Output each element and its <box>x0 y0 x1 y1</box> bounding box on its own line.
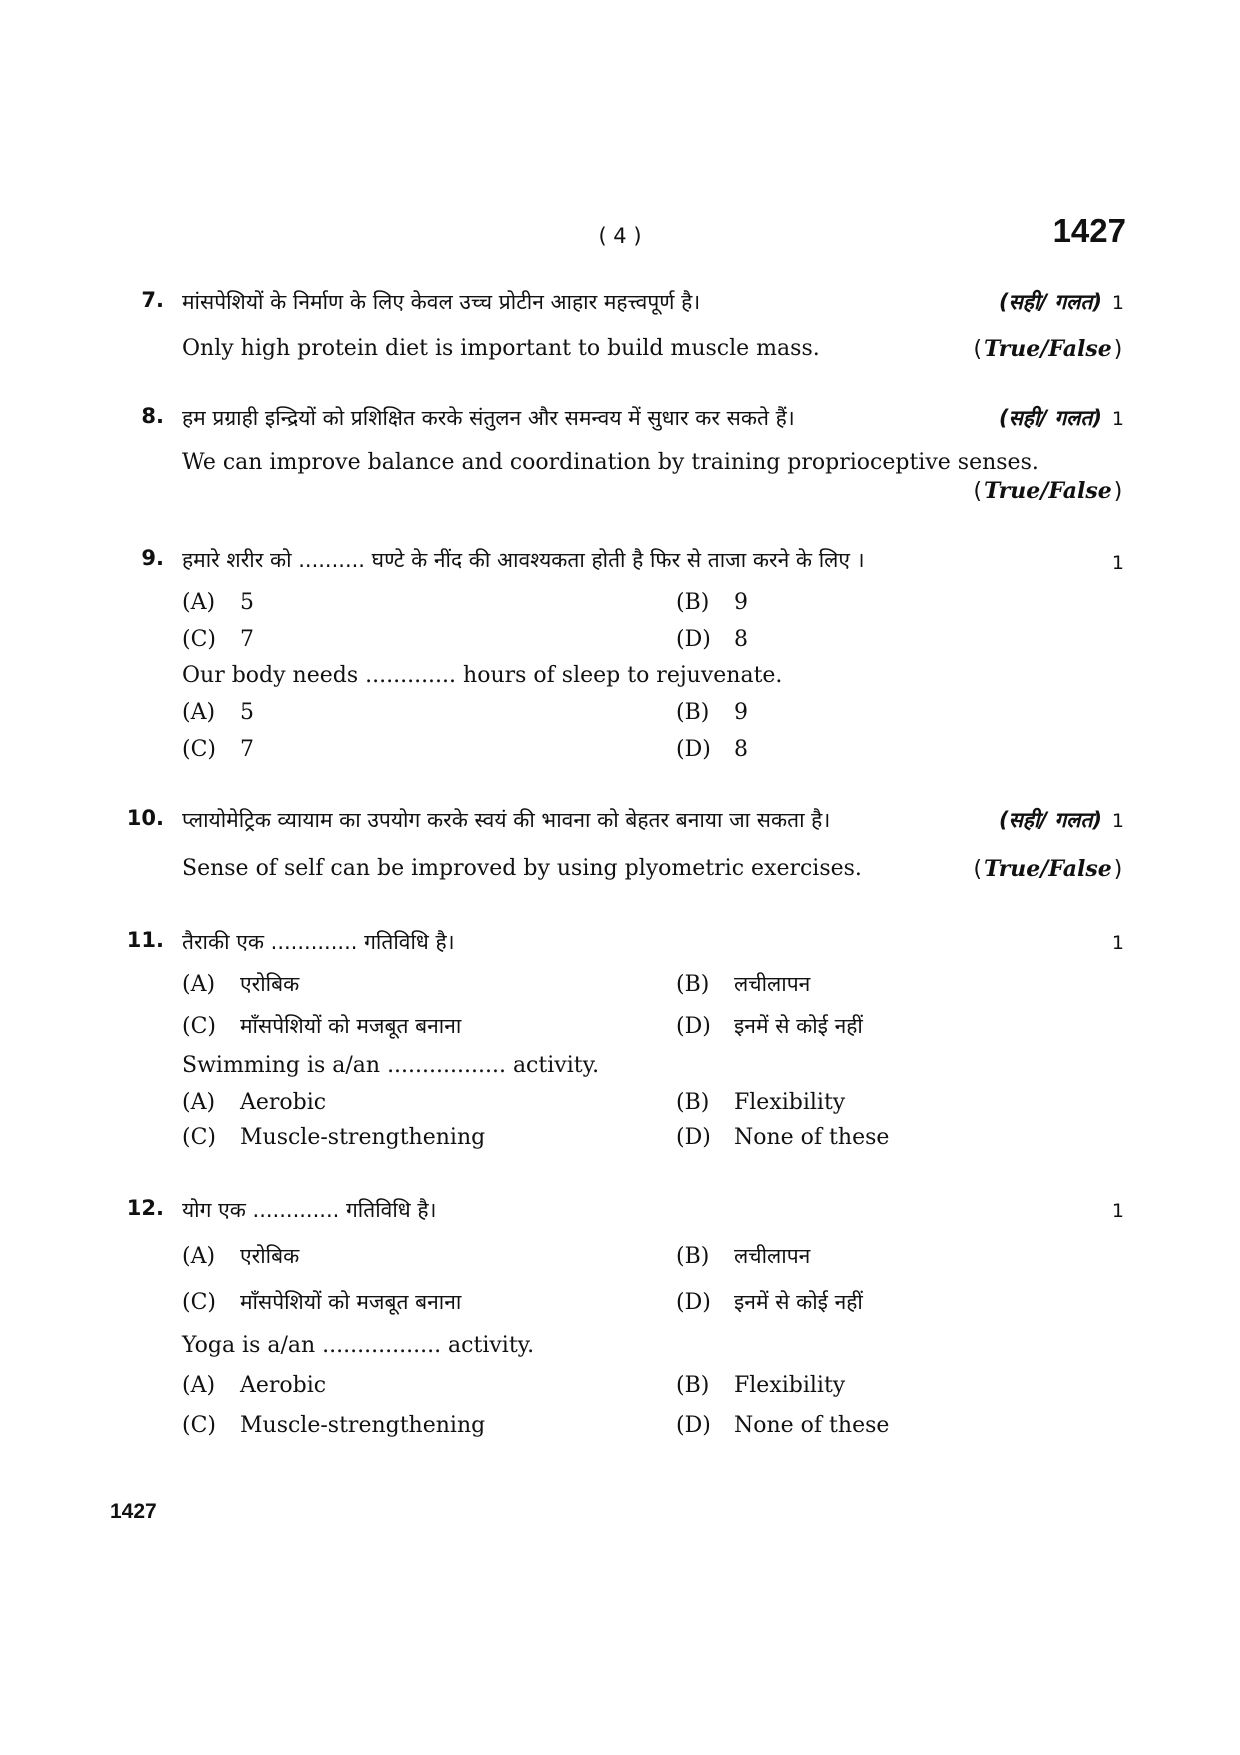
option-label: (B) <box>676 590 710 615</box>
option-a-english <box>182 700 254 725</box>
question-marks: 1 <box>1111 292 1124 314</box>
option-label: (A) <box>182 590 216 615</box>
option-b-hindi <box>676 1242 810 1270</box>
option-text: 8 <box>734 627 748 652</box>
option-label: (C) <box>182 1290 216 1315</box>
question-text-english: Our body needs ............. hours of sleep to rejuvenate. <box>182 663 783 688</box>
question-marks: 1 <box>1111 932 1124 954</box>
option-label: (A) <box>182 1090 216 1115</box>
option-d-english <box>676 737 748 762</box>
option-text: 8 <box>734 737 748 762</box>
true-false-label: True/False <box>983 478 1112 504</box>
option-text: Muscle-strengthening <box>240 1413 486 1438</box>
option-text: None of these <box>734 1413 890 1438</box>
option-c-hindi <box>182 1288 461 1316</box>
true-false-english-tag: (True/False) <box>970 856 1125 882</box>
question-text-hindi: प्लायोमेट्रिक व्यायाम का उपयोग करके स्वयं की भावना को बेहतर बनाया जा सकता है। <box>182 808 831 832</box>
option-d-hindi <box>676 1288 863 1316</box>
option-text: 7 <box>240 737 254 762</box>
option-text: 9 <box>734 700 748 725</box>
option-label: (D) <box>676 1014 711 1039</box>
option-c-hindi <box>182 627 254 652</box>
option-label: (A) <box>182 700 216 725</box>
paper-code-top: 1427 <box>1052 212 1126 249</box>
option-text: एरोबिक <box>240 972 300 996</box>
option-d-english <box>676 1125 889 1150</box>
paper-code-bottom: 1427 <box>110 1500 157 1523</box>
question-number: 11. <box>126 928 164 952</box>
option-text: इनमें से कोई नहीं <box>734 1290 863 1314</box>
true-false-label: True/False <box>983 856 1112 882</box>
option-label: (B) <box>676 700 710 725</box>
true-false-hindi-tag: (सही/ गलत) <box>999 808 1102 832</box>
option-text: Aerobic <box>240 1090 327 1115</box>
question-marks: 1 <box>1111 1200 1124 1222</box>
option-text: None of these <box>734 1125 890 1150</box>
question-text-hindi: हम प्रग्राही इन्द्रियों को प्रशिक्षित करके संतुलन और समन्वय में सुधार कर सकते हैं। <box>182 406 795 430</box>
option-c-english <box>182 737 254 762</box>
true-false-label: True/False <box>983 336 1112 362</box>
question-text-english: Yoga is a/an ................. activity. <box>182 1333 535 1358</box>
option-text: एरोबिक <box>240 1244 300 1268</box>
option-text: माँसपेशियों को मजबूत बनाना <box>240 1014 462 1038</box>
option-a-english <box>182 1373 326 1398</box>
option-a-english <box>182 1090 326 1115</box>
question-number: 9. <box>141 546 164 570</box>
question-number: 12. <box>126 1196 164 1220</box>
option-text: लचीलापन <box>734 1244 811 1268</box>
option-label: (C) <box>182 1125 216 1150</box>
option-label: (B) <box>676 1244 710 1269</box>
option-label: (D) <box>676 1290 711 1315</box>
option-a-hindi <box>182 970 299 998</box>
option-text: 5 <box>240 590 254 615</box>
option-a-hindi <box>182 1242 299 1270</box>
option-text: माँसपेशियों को मजबूत बनाना <box>240 1290 462 1314</box>
option-label: (A) <box>182 1244 216 1269</box>
question-text-hindi: योग एक ............. गतिविधि है। <box>182 1198 437 1222</box>
question-text-hindi: मांसपेशियों के निर्माण के लिए केवल उच्च प्रोटीन आहार महत्त्वपूर्ण है। <box>182 290 701 314</box>
option-d-hindi <box>676 627 748 652</box>
option-label: (D) <box>676 1413 711 1438</box>
option-text: 5 <box>240 700 254 725</box>
option-c-english <box>182 1413 485 1438</box>
question-text-hindi: हमारे शरीर को .......... घण्टे के नींद की आवश्यकता होती है फिर से ताजा करने के लिए । <box>182 548 865 572</box>
page-number: ( 4 ) <box>598 224 642 248</box>
question-text-english: We can improve balance and coordination by training proprioceptive senses. <box>182 450 1039 475</box>
option-text: 7 <box>240 627 254 652</box>
question-text-english: Only high protein diet is important to build muscle mass. <box>182 336 820 361</box>
option-d-hindi <box>676 1012 863 1040</box>
option-label: (D) <box>676 627 711 652</box>
option-text: Flexibility <box>734 1090 846 1115</box>
option-label: (B) <box>676 1373 710 1398</box>
option-b-english <box>676 1373 845 1398</box>
true-false-hindi-tag: (सही/ गलत) <box>999 406 1102 430</box>
option-a-hindi <box>182 590 254 615</box>
option-label: (C) <box>182 627 216 652</box>
option-b-hindi <box>676 970 810 998</box>
question-text-english: Swimming is a/an ................. activity. <box>182 1053 600 1078</box>
option-label: (B) <box>676 1090 710 1115</box>
true-false-hindi-tag: (सही/ गलत) <box>999 290 1102 314</box>
option-b-english <box>676 1090 845 1115</box>
true-false-english-tag: (True/False) <box>970 336 1125 362</box>
option-label: (A) <box>182 972 216 997</box>
option-label: (C) <box>182 1413 216 1438</box>
option-c-hindi <box>182 1012 461 1040</box>
question-marks: 1 <box>1111 810 1124 832</box>
option-label: (D) <box>676 737 711 762</box>
option-text: Aerobic <box>240 1373 327 1398</box>
question-text-english: Sense of self can be improved by using plyometric exercises. <box>182 856 862 881</box>
question-text-hindi: तैराकी एक ............. गतिविधि है। <box>182 930 455 954</box>
question-number: 8. <box>141 404 164 428</box>
option-label: (A) <box>182 1373 216 1398</box>
option-text: इनमें से कोई नहीं <box>734 1014 863 1038</box>
true-false-english-tag: (True/False) <box>970 478 1125 504</box>
option-text: Flexibility <box>734 1373 846 1398</box>
question-marks: 1 <box>1111 552 1124 574</box>
option-b-english <box>676 700 748 725</box>
option-label: (B) <box>676 972 710 997</box>
option-text: 9 <box>734 590 748 615</box>
option-label: (C) <box>182 1014 216 1039</box>
question-number: 10. <box>126 806 164 830</box>
option-d-english <box>676 1413 889 1438</box>
question-number: 7. <box>141 288 164 312</box>
option-text: Muscle-strengthening <box>240 1125 486 1150</box>
option-label: (D) <box>676 1125 711 1150</box>
option-b-hindi <box>676 590 748 615</box>
question-marks: 1 <box>1111 408 1124 430</box>
option-label: (C) <box>182 737 216 762</box>
option-text: लचीलापन <box>734 972 811 996</box>
option-c-english <box>182 1125 485 1150</box>
